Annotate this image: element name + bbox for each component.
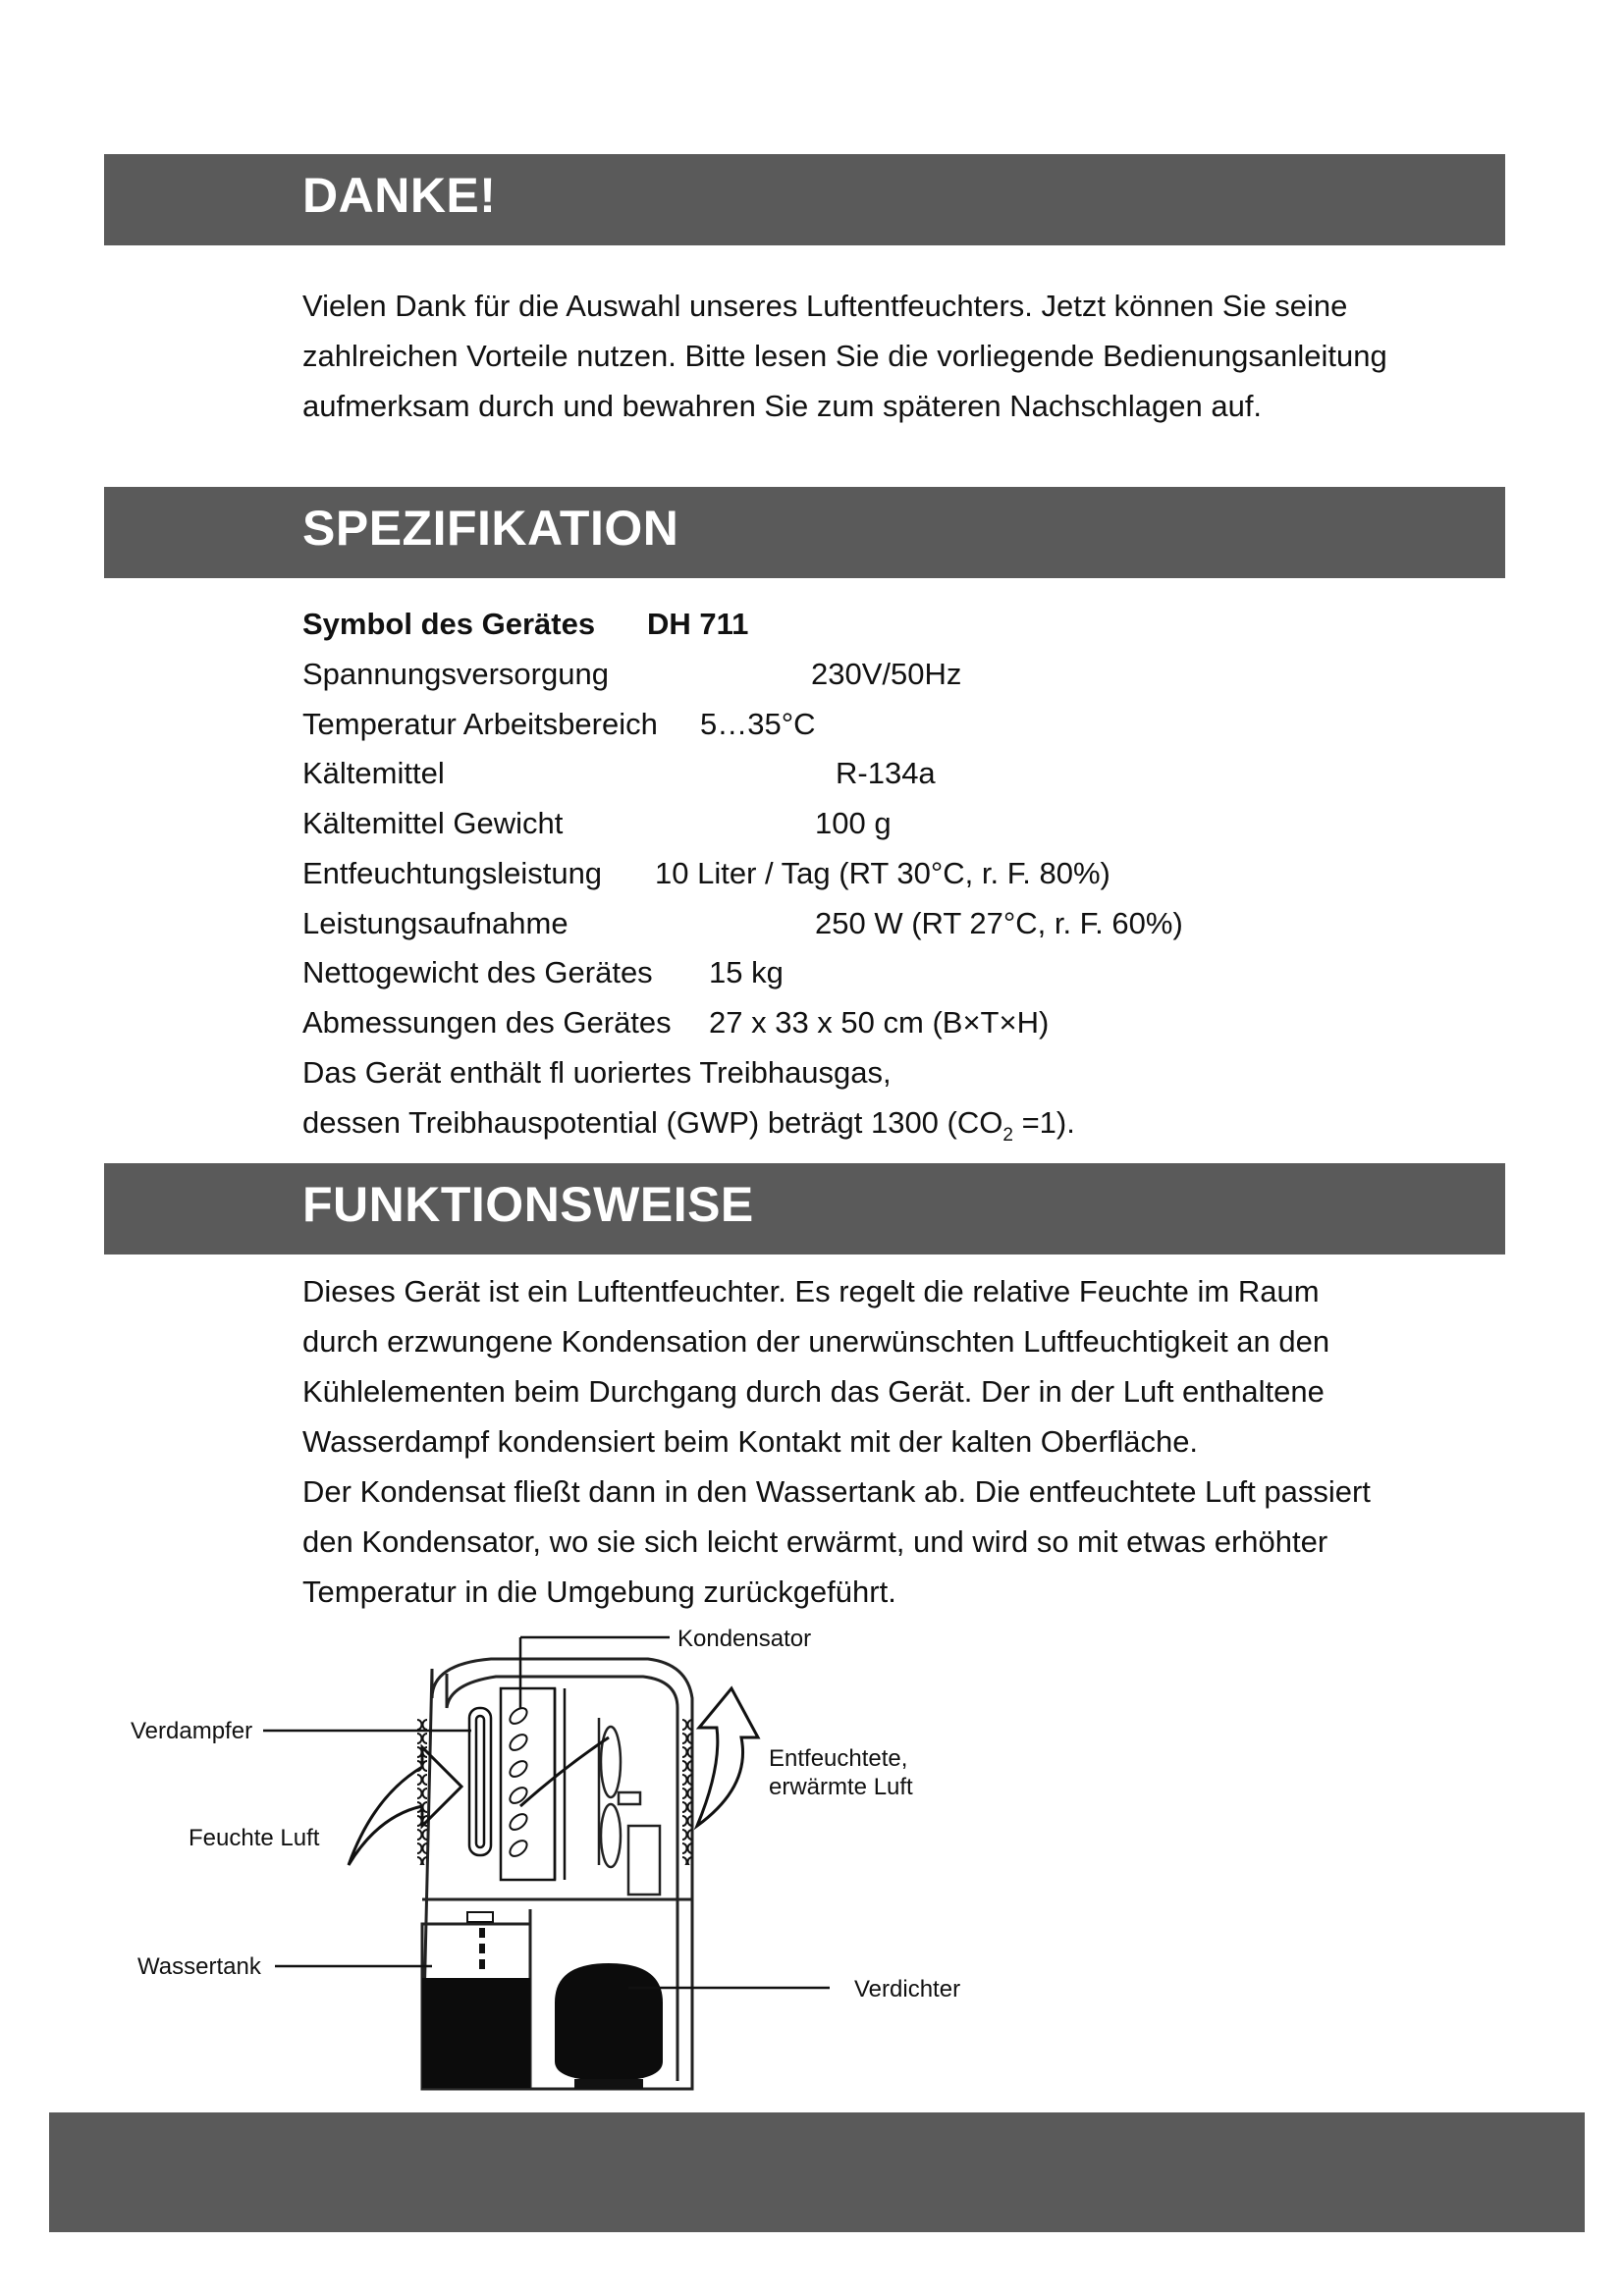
spec-text: Das Gerät enthält fl uoriertes Treibhausgas,	[302, 1055, 892, 1090]
section-title: DANKE!	[302, 168, 497, 223]
spec-value: 250 W (RT 27°C, r. F. 60%)	[815, 906, 1183, 940]
spec-label: Symbol des Gerätes	[302, 607, 596, 641]
spec-value: 230V/50Hz	[811, 657, 962, 691]
spec-label: Entfeuchtungsleistung	[302, 856, 603, 890]
drops	[479, 1928, 485, 1969]
spec-value: 10 Liter / Tag (RT 30°C, r. F. 80%)	[655, 856, 1110, 890]
text-line: zahlreichen Vorteile nutzen. Bitte lesen Sie die vorliegende Bedienungsanleitung	[302, 339, 1387, 373]
fan	[599, 1718, 660, 1895]
text-line: aufmerksam durch und bewahren Sie zum späteren Nachschlagen auf.	[302, 389, 1263, 423]
spec-label: Kältemittel Gewicht	[302, 806, 564, 840]
label-verdampfer: Verdampfer	[131, 1718, 253, 1744]
spec-value: 15 kg	[709, 955, 784, 989]
text-line: Temperatur in die Umgebung zurückgeführt.	[302, 1575, 896, 1609]
text-line: durch erzwungene Kondensation der unerwünschten Luftfeuchtigkeit an den	[302, 1324, 1330, 1359]
evaporator	[469, 1708, 491, 1855]
condenser	[501, 1688, 565, 1880]
compressor	[555, 1963, 663, 2089]
label-entfeuchtete-1: Entfeuchtete,	[769, 1745, 908, 1772]
leader-lines	[263, 1637, 830, 1988]
spec-label: Abmessungen des Gerätes	[302, 1005, 672, 1040]
section-title: FUNKTIONSWEISE	[302, 1177, 754, 1232]
footer-bar	[49, 2112, 1585, 2232]
label-feuchte-luft: Feuchte Luft	[189, 1825, 320, 1851]
air-flow-arrows	[349, 1688, 758, 1865]
spec-value: R-134a	[836, 756, 936, 790]
text-line: Der Kondensat fließt dann in den Wassertank ab. Die entfeuchtete Luft passiert	[302, 1474, 1371, 1509]
coil-left	[417, 1718, 427, 1865]
section-title: SPEZIFIKATION	[302, 501, 679, 556]
label-verdichter: Verdichter	[854, 1976, 961, 2002]
spec-value: 27 x 33 x 50 cm (B×T×H)	[709, 1005, 1050, 1040]
gwp-text-end: =1).	[1012, 1105, 1075, 1140]
text-line: Wasserdampf kondensiert beim Kontakt mit der kalten Oberfläche.	[302, 1424, 1199, 1459]
drain-nozzle	[467, 1912, 493, 1922]
spec-label: Kältemittel	[302, 756, 445, 790]
spec-value: 5…35°C	[700, 707, 816, 741]
spec-value: 100 g	[815, 806, 892, 840]
co2-subscript: 2	[1002, 1125, 1013, 1146]
text-line: Vielen Dank für die Auswahl unseres Luftentfeuchters. Jetzt können Sie seine	[302, 289, 1348, 323]
spec-value: DH 711	[647, 607, 749, 641]
spec-label: Temperatur Arbeitsbereich	[302, 707, 658, 741]
text-line: den Kondensator, wo sie sich leicht erwärmt, und wird so mit etwas erhöhter	[302, 1524, 1328, 1559]
label-entfeuchtete-2: erwärmte Luft	[769, 1774, 913, 1800]
label-wassertank: Wassertank	[137, 1953, 261, 1980]
spec-label: Nettogewicht des Gerätes	[302, 955, 653, 989]
text-line: Kühlelementen beim Durchgang durch das Gerät. Der in der Luft enthaltene	[302, 1374, 1325, 1409]
label-kondensator: Kondensator	[677, 1626, 812, 1652]
water-fill	[422, 1978, 530, 2088]
coil-right	[682, 1718, 692, 1865]
spec-label: Spannungsversorgung	[302, 657, 609, 691]
gwp-text: dessen Treibhauspotential (GWP) beträgt 1300 (CO	[302, 1105, 1003, 1140]
text-line: Dieses Gerät ist ein Luftentfeuchter. Es regelt die relative Feuchte im Raum	[302, 1274, 1320, 1308]
spec-label: Leistungsaufnahme	[302, 906, 568, 940]
